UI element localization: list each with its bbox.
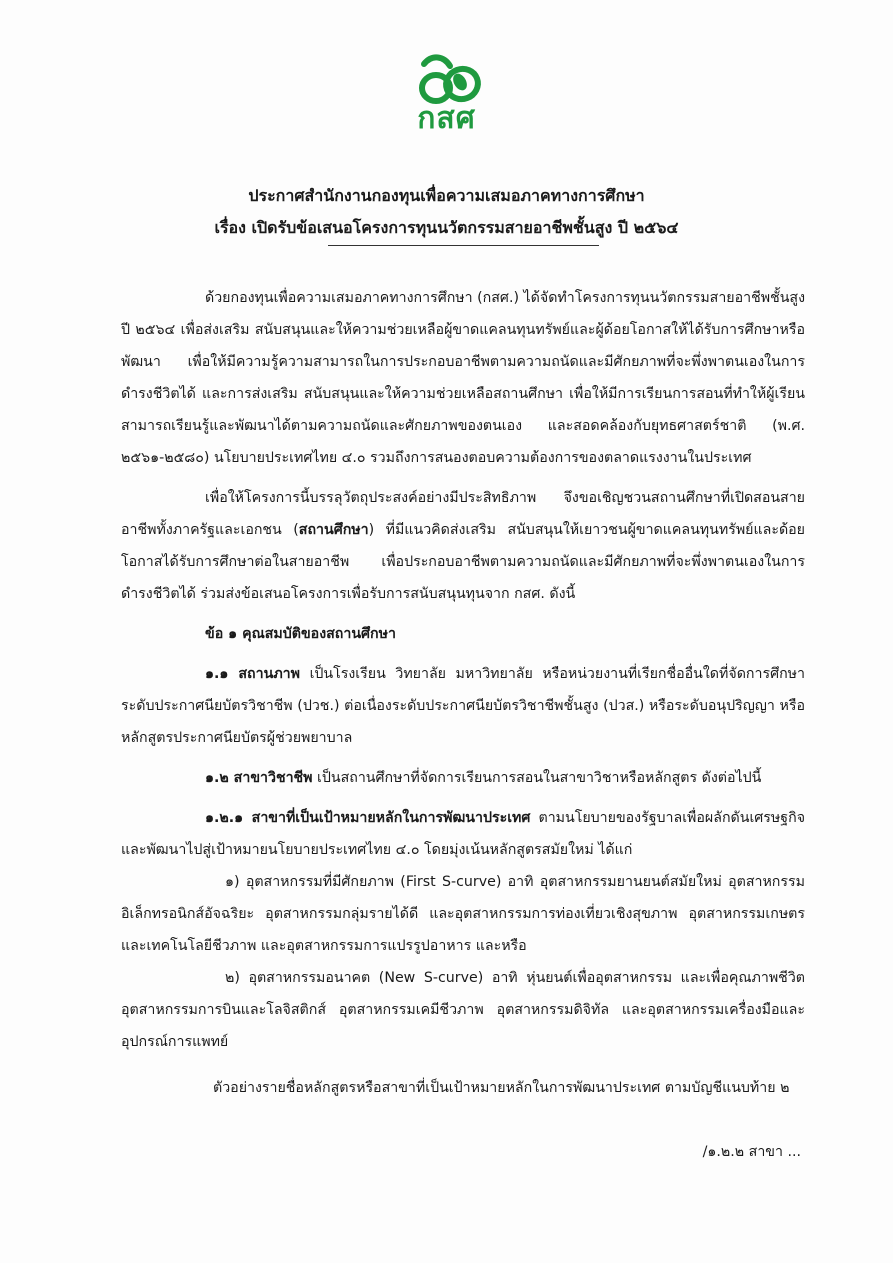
clause-1-heading: ข้อ ๑ คุณสมบัติของสถานศึกษา	[205, 626, 396, 642]
clause-1-1	[121, 658, 805, 754]
heading-line-2: เรื่อง เปิดรับข้อเสนอโครงการทุนนวัตกรรมสายอาชีพชั้นสูง ปี ๒๕๖๔	[214, 218, 679, 237]
invitation-text-a: เพื่อให้โครงการนี้บรรลุวัตถุประสงค์อย่างมีประสิทธิภาพ จึงขอเชิญชวนสถานศึกษาที่เปิดสอนสายอาชีพทั้งภาครัฐและเอกชน (	[121, 490, 805, 538]
invitation-text-b: ) ที่มีแนวคิดส่งเสริม สนับสนุนให้เยาวชนผู้ขาดแคลนทุนทรัพย์และด้อยโอกาสได้รับการศึกษาต่อในสายอาชีพ เพื่อประกอบอาชีพตามความถนัดและมีศักยภาพที่จะพึ่งพาตนเองในการดำรงชีวิตได้ ร่วมส่งข้อเสนอโครงการเพื่อรับการสนับสนุนทุนจาก กสศ. ดังนี้	[121, 522, 805, 602]
clause-1-2-label: ๑.๒ สาขาวิชาชีพ	[205, 770, 313, 786]
heading-underline	[328, 245, 599, 246]
clause-1-2-1-label: ๑.๒.๑ สาขาที่เป็นเป้าหมายหลักในการพัฒนาประเทศ	[205, 810, 531, 826]
list-item-1: ๑) อุตสาหกรรมที่มีศักยภาพ (First S-curve) อาทิ อุตสาหกรรมยานยนต์สมัยใหม่ อุตสาหกรรมอิเล็กทรอนิกส์อัจฉริยะ อุตสาหกรรมกลุ่มรายได้ดี และอุตสาหกรรมการท่องเที่ยวเชิงสุขภาพ อุตสาหกรรมเกษตรและเทคโนโลยีชีวภาพ และอุตสาหกรรมการแปรรูปอาหาร และหรือ	[121, 874, 805, 954]
invitation-bold: สถานศึกษา	[298, 522, 369, 538]
eef-logo-icon	[410, 52, 484, 108]
intro-paragraph: ด้วยกองทุนเพื่อความเสมอภาคทางการศึกษา (กสศ.) ได้จัดทำโครงการทุนนวัตกรรมสายอาชีพชั้นสูง ปี ๒๕๖๔ เพื่อส่งเสริม สนับสนุนและให้ความช่วยเหลือผู้ขาดแคลนทุนทรัพย์และผู้ด้อยโอกาสให้ได้รับการศึกษาหรือพัฒนา เพื่อให้มีความรู้ความสามารถในการประกอบอาชีพตามความถนัดและมีศักยภาพที่จะพึ่งพาตนเองในการดำรงชีวิตได้ และการส่งเสริม สนับสนุนและให้ความช่วยเหลือสถานศึกษา เพื่อให้มีการเรียนการสอนที่ทำให้ผู้เรียนสามารถเรียนรู้และพัฒนาได้ตามความถนัดและศักยภาพของตนเอง และสอดคล้องกับยุทธศาสตร์ชาติ (พ.ศ. ๒๕๖๑-๒๕๘๐) นโยบายประเทศไทย ๔.๐ รวมถึงการสนองตอบความต้องการของตลาดแรงงานในประเทศ	[121, 290, 805, 466]
clause-1-2	[121, 762, 805, 794]
invitation-paragraph	[121, 482, 805, 610]
announcement-heading	[0, 180, 893, 244]
logo	[0, 52, 893, 136]
appendix-note: ตัวอย่างรายชื่อหลักสูตรหรือสาขาที่เป็นเป้าหมายหลักในการพัฒนาประเทศ ตามบัญชีแนบท้าย ๒	[213, 1080, 790, 1096]
document-body	[121, 282, 805, 1104]
clause-1-2-1	[121, 802, 805, 866]
clause-1-1-label: ๑.๑ สถานภาพ	[205, 666, 300, 682]
logo-text: กสศ	[417, 101, 476, 136]
clause-1-2-1-text: ตามนโยบายของรัฐบาลเพื่อผลักดันเศรษฐกิจและพัฒนาไปสู่เป้าหมายนโยบายประเทศไทย ๔.๐ โดยมุ่งเน้นหลักสูตรสมัยใหม่ ได้แก่	[121, 810, 806, 858]
page-continuation: /๑.๒.๒ สาขา ...	[702, 1144, 801, 1160]
list-item-2: ๒) อุตสาหกรรมอนาคต (New S-curve) อาทิ หุ่นยนต์เพื่ออุตสาหกรรม และเพื่อคุณภาพชีวิต อุตสาหกรรมการบินและโลจิสติกส์ อุตสาหกรรมเคมีชีวภาพ อุตสาหกรรมดิจิทัล และอุตสาหกรรมเครื่องมือและอุปกรณ์การแพทย์	[121, 970, 805, 1050]
clause-1-1-text: เป็นโรงเรียน วิทยาลัย มหาวิทยาลัย หรือหน่วยงานที่เรียกชื่ออื่นใดที่จัดการศึกษาระดับประกาศนียบัตรวิชาชีพ (ปวช.) ต่อเนื่องระดับประกาศนียบัตรวิชาชีพชั้นสูง (ปวส.) หรือระดับอนุปริญญา หรือหลักสูตรประกาศนียบัตรผู้ช่วยพยาบาล	[121, 666, 805, 746]
clause-1-2-text: เป็นสถานศึกษาที่จัดการเรียนการสอนในสาขาวิชาหรือหลักสูตร ดังต่อไปนี้	[312, 770, 762, 786]
heading-line-1: ประกาศสำนักงานกองทุนเพื่อความเสมอภาคทางการศึกษา	[248, 186, 645, 205]
